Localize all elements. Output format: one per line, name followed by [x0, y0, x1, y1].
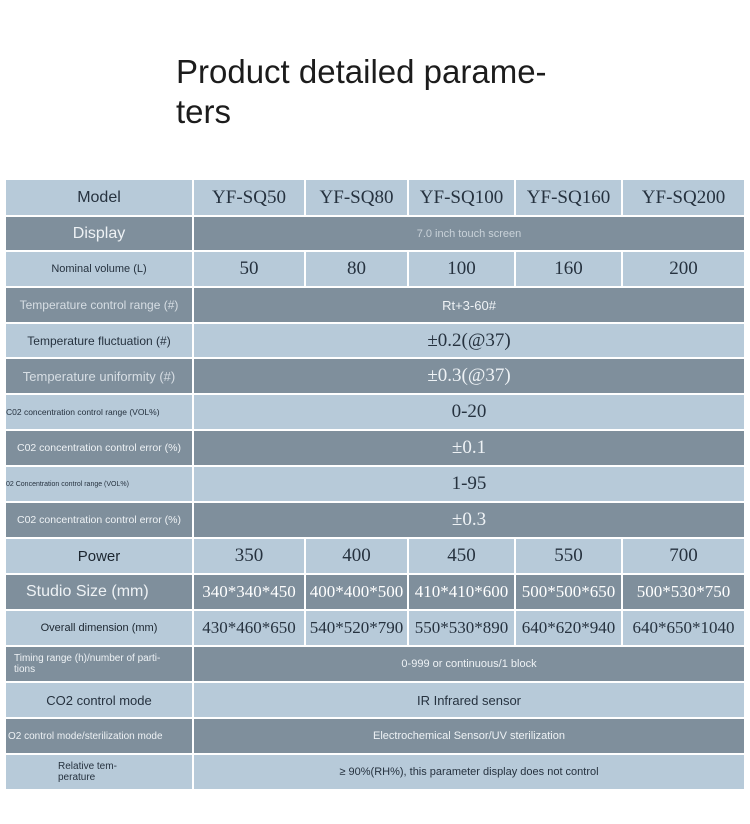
table-row-temp-control-range: [6, 288, 744, 324]
row-label-co2-mode: CO2 control mode: [6, 683, 194, 719]
size-cell: 410*410*600: [409, 575, 516, 611]
size-cell: 500*530*750: [623, 575, 744, 611]
table-row-co2-range: [6, 395, 744, 431]
page-title: Product detailed parame- ters: [176, 53, 547, 130]
table-row-o2-mode: [6, 719, 744, 755]
volume-cell: 100: [409, 252, 516, 288]
table-row-co2-error: [6, 431, 744, 467]
row-value-temp-fluctuation: ±0.2(@37): [194, 324, 744, 359]
power-cell: 400: [306, 539, 409, 575]
dimension-cell: 640*620*940: [516, 611, 623, 647]
row-label-o2-error: C02 concentration control error (%): [6, 503, 194, 539]
row-value-temp-control-range: Rt+3-60#: [194, 288, 744, 324]
row-label-humidity: Relative tem- perature: [6, 755, 194, 791]
table-row-studio-size: [6, 575, 744, 611]
table-row-timing: [6, 647, 744, 683]
table-row-temp-uniformity: [6, 359, 744, 395]
row-value-timing: 0-999 or continuous/1 block: [194, 647, 744, 683]
table-row-model: [6, 180, 744, 217]
size-cell: 340*340*450: [194, 575, 306, 611]
row-label-co2-error: C02 concentration control error (%): [6, 431, 194, 467]
size-cell: 400*400*500: [306, 575, 409, 611]
row-label-nominal-volume: Nominal volume (L): [6, 252, 194, 288]
row-label-display: Display: [6, 217, 194, 252]
row-value-co2-mode: IR Infrared sensor: [194, 683, 744, 719]
row-label-studio-size: Studio Size (mm): [6, 575, 194, 611]
table-row-power: [6, 539, 744, 575]
volume-cell: 160: [516, 252, 623, 288]
model-cell: YF-SQ50: [194, 180, 306, 217]
row-label-o2-mode: O2 control mode/sterilization mode: [6, 719, 194, 755]
table-row-nominal-volume: [6, 252, 744, 288]
row-label-co2-range: C02 concentration control range (VOL%): [6, 395, 194, 431]
dimension-cell: 540*520*790: [306, 611, 409, 647]
table-row-co2-mode: [6, 683, 744, 719]
row-label-power: Power: [6, 539, 194, 575]
dimension-cell: 640*650*1040: [623, 611, 744, 647]
power-cell: 550: [516, 539, 623, 575]
model-cell: YF-SQ200: [623, 180, 744, 217]
volume-cell: 50: [194, 252, 306, 288]
row-value-o2-range: 1-95: [194, 467, 744, 503]
table-row-temp-fluctuation: [6, 324, 744, 359]
dimension-cell: 550*530*890: [409, 611, 516, 647]
row-label-o2-range: 02 Concentration control range (VOL%): [6, 467, 194, 503]
row-label-overall-dimension: Overall dimension (mm): [6, 611, 194, 647]
row-value-co2-range: 0-20: [194, 395, 744, 431]
size-cell: 500*500*650: [516, 575, 623, 611]
volume-cell: 80: [306, 252, 409, 288]
row-value-o2-mode: Electrochemical Sensor/UV sterilization: [194, 719, 744, 755]
table-row-o2-range: [6, 467, 744, 503]
table-row-display: [6, 217, 744, 252]
power-cell: 450: [409, 539, 516, 575]
volume-cell: 200: [623, 252, 744, 288]
row-label-temp-fluctuation: Temperature fluctuation (#): [6, 324, 194, 359]
model-cell: YF-SQ80: [306, 180, 409, 217]
row-value-o2-error: ±0.3: [194, 503, 744, 539]
row-value-co2-error: ±0.1: [194, 431, 744, 467]
model-cell: YF-SQ160: [516, 180, 623, 217]
power-cell: 350: [194, 539, 306, 575]
row-value-temp-uniformity: ±0.3(@37): [194, 359, 744, 395]
table-row-overall-dimension: [6, 611, 744, 647]
row-label-timing: Timing range (h)/number of parti- tions: [6, 647, 194, 683]
parameters-table: [6, 180, 744, 791]
row-value-display: 7.0 inch touch screen: [194, 217, 744, 252]
row-value-humidity: ≥ 90%(RH%), this parameter display does not control: [194, 755, 744, 791]
row-label-temp-control-range: Temperature control range (#): [6, 288, 194, 324]
row-label-model: Model: [6, 180, 194, 217]
table-row-humidity: [6, 755, 744, 791]
row-label-temp-uniformity: Temperature uniformity (#): [6, 359, 194, 395]
table-row-o2-error: [6, 503, 744, 539]
model-cell: YF-SQ100: [409, 180, 516, 217]
power-cell: 700: [623, 539, 744, 575]
dimension-cell: 430*460*650: [194, 611, 306, 647]
